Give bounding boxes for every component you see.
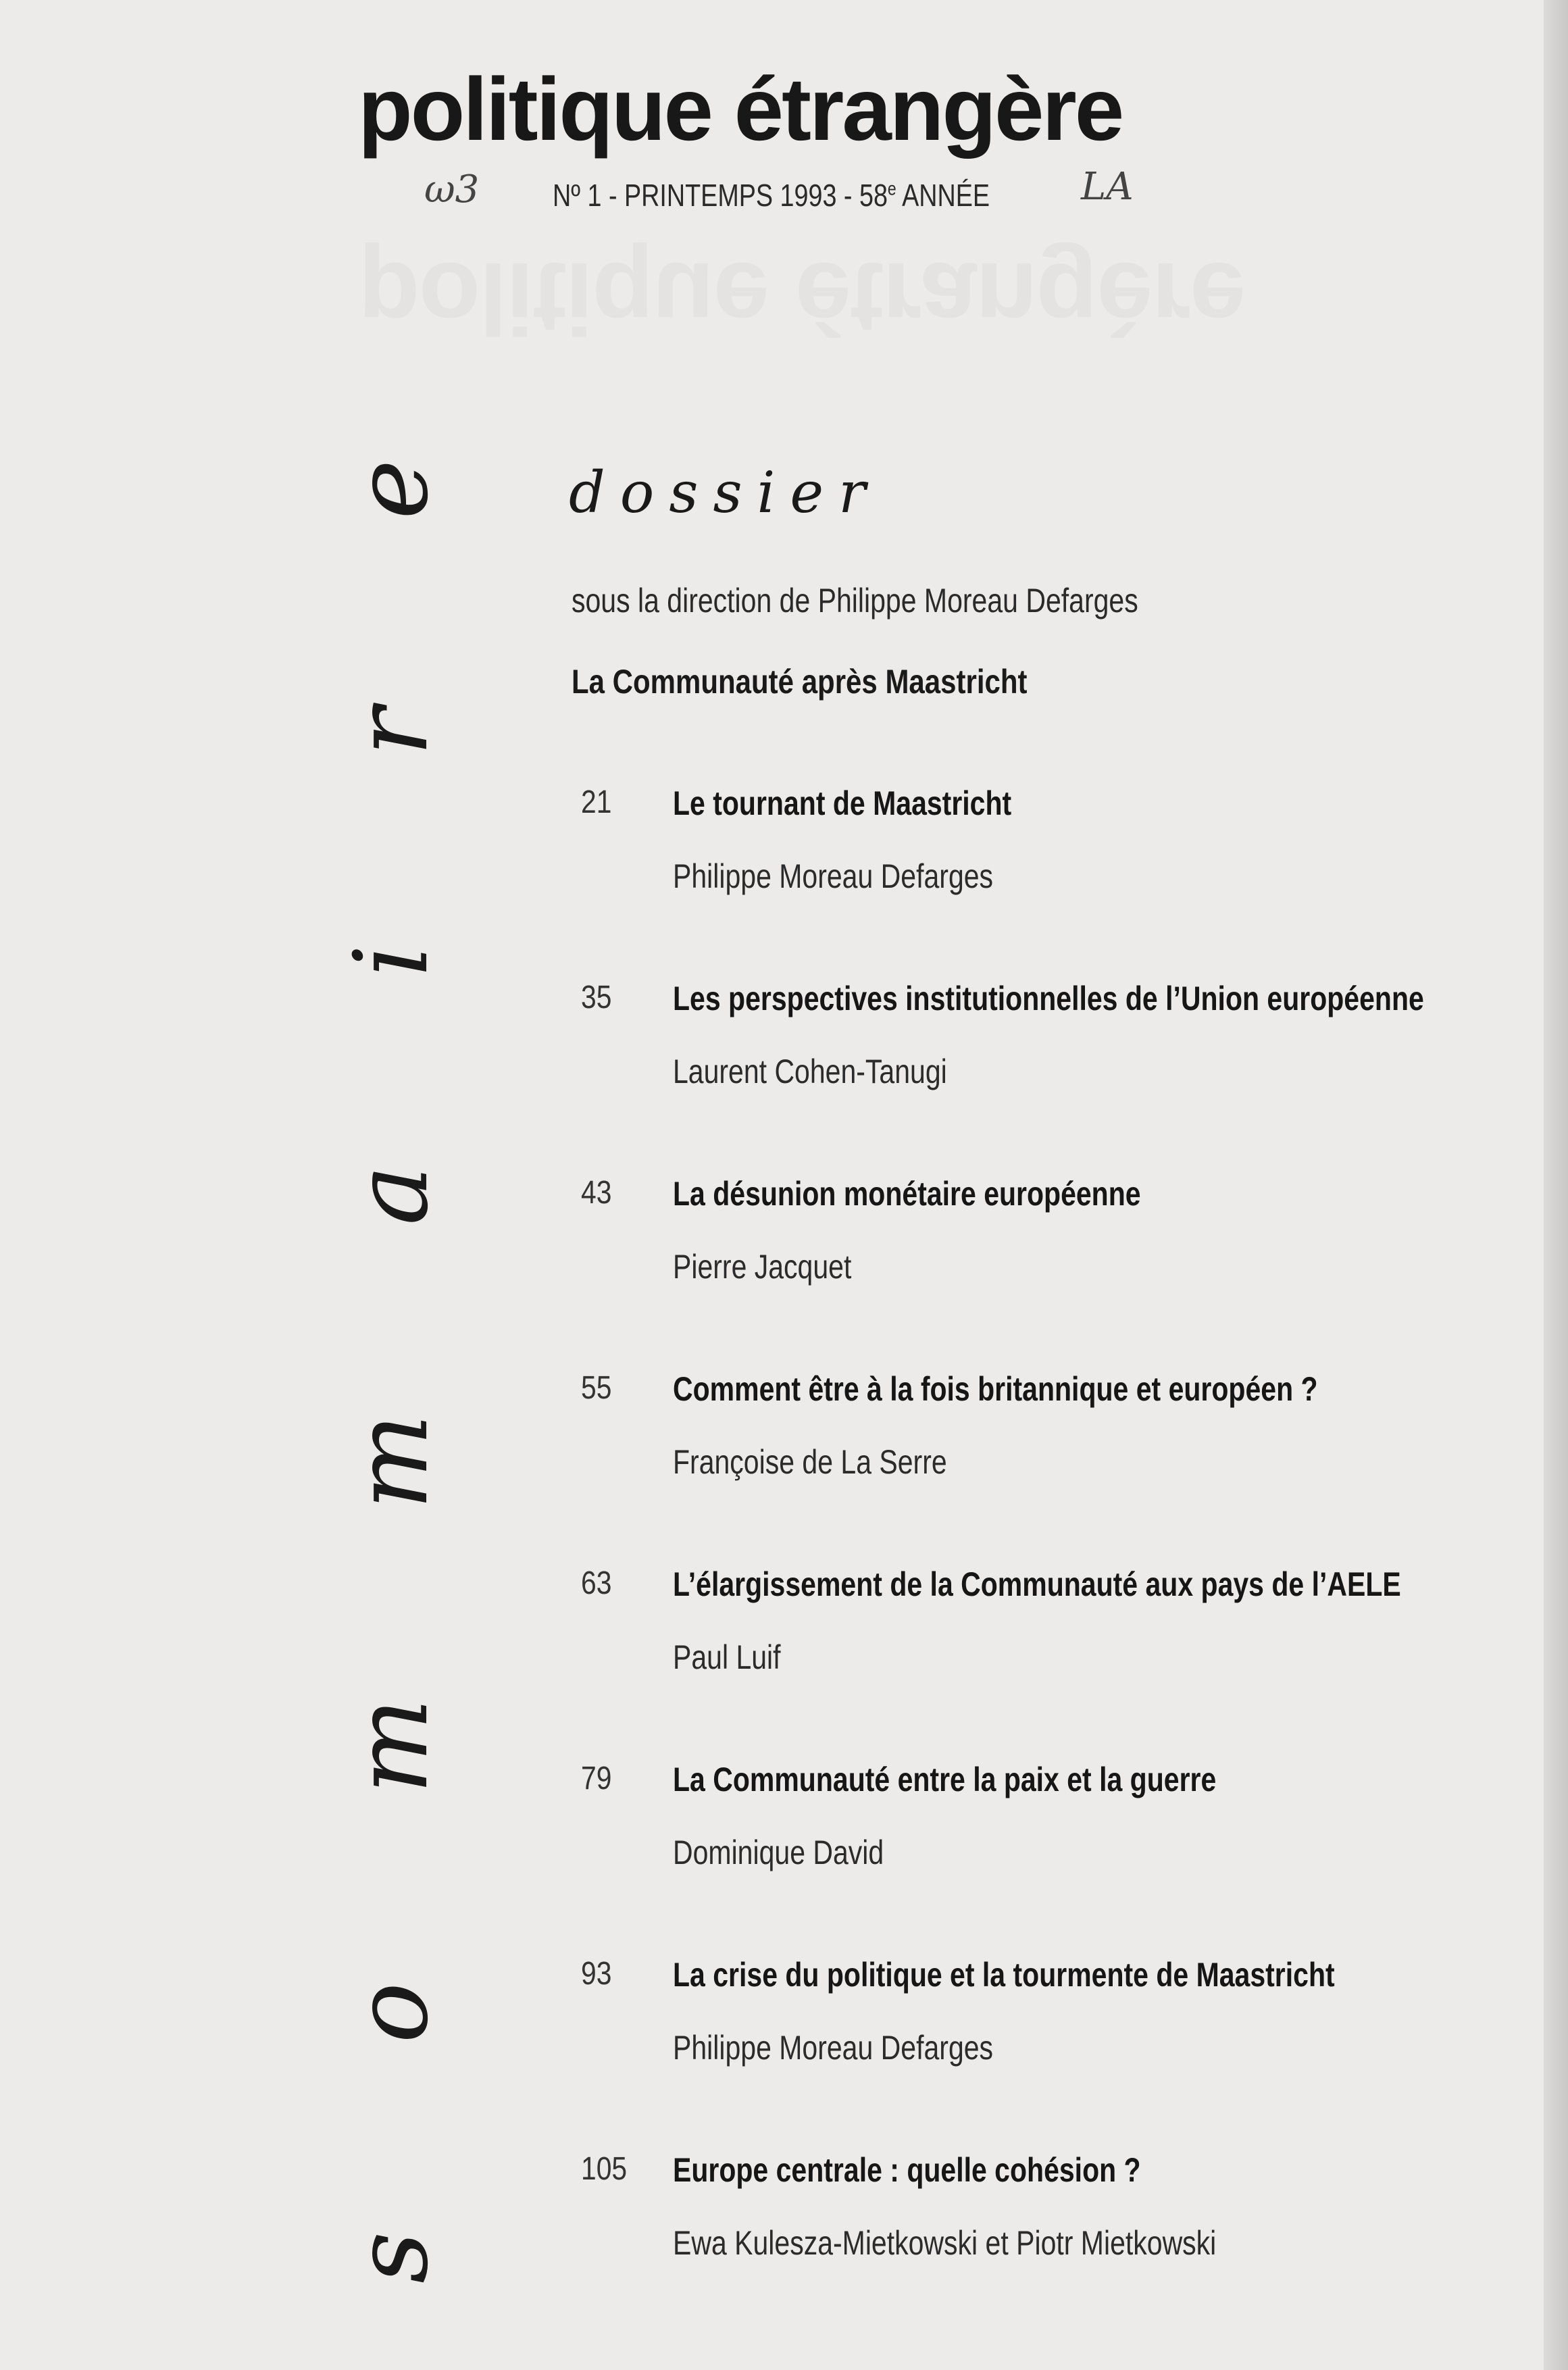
toc-entry[interactable] bbox=[581, 979, 1540, 1174]
toc-page-number: 43 bbox=[581, 1175, 612, 1211]
issue-suffix: ANNÉE bbox=[896, 178, 990, 213]
toc-page-number: 55 bbox=[581, 1370, 612, 1406]
toc-entry[interactable] bbox=[581, 1760, 1540, 1955]
toc-article-title: Comment être à la fois britannique et européen ? bbox=[673, 1370, 1318, 1408]
toc-page-number: 93 bbox=[581, 1956, 612, 1992]
toc-article-author: Philippe Moreau Defarges bbox=[673, 857, 994, 895]
toc-entry[interactable] bbox=[581, 1565, 1540, 1760]
toc-entry[interactable] bbox=[581, 1955, 1540, 2150]
toc-article-title: La Communauté entre la paix et la guerre bbox=[673, 1761, 1217, 1798]
toc-article-title: La crise du politique et la tourmente de Maastricht bbox=[673, 1956, 1335, 1994]
toc-entry[interactable] bbox=[581, 2150, 1540, 2346]
toc-article-title: L’élargissement de la Communauté aux pays de l’AELE bbox=[673, 1565, 1401, 1603]
toc-article-author: Pierre Jacquet bbox=[673, 1248, 852, 1286]
issue-sup: e bbox=[887, 178, 896, 199]
sommaire-letter: r bbox=[333, 707, 451, 757]
toc-article-author: Laurent Cohen-Tanugi bbox=[673, 1053, 947, 1090]
handwritten-note-right: LA bbox=[1081, 165, 1134, 209]
dossier-label: dossier bbox=[569, 459, 881, 526]
sommaire-letter: m bbox=[333, 1698, 451, 1794]
handwritten-note-left: ω3 bbox=[424, 168, 480, 211]
sommaire-letter: o bbox=[333, 1982, 451, 2044]
toc-page-number: 21 bbox=[581, 784, 612, 820]
toc-page-number: 79 bbox=[581, 1761, 612, 1796]
toc-article-title: Les perspectives institutionnelles de l’Union européenne bbox=[673, 980, 1424, 1017]
toc-page-number: 35 bbox=[581, 980, 612, 1015]
toc-page-number: 105 bbox=[581, 2151, 628, 2187]
toc-article-title: La désunion monétaire européenne bbox=[673, 1175, 1141, 1213]
toc-page-number: 63 bbox=[581, 1565, 612, 1601]
toc-article-author: Ewa Kulesza-Mietkowski et Piotr Mietkowski bbox=[673, 2224, 1217, 2262]
toc-article-author: Dominique David bbox=[673, 1834, 884, 1871]
dossier-title: La Communauté après Maastricht bbox=[572, 663, 1028, 701]
show-through-ghost: politique étrangère bbox=[358, 242, 1245, 355]
sommaire-letter: s bbox=[333, 2232, 451, 2284]
toc-entry[interactable] bbox=[581, 784, 1540, 979]
toc-article-title: Le tournant de Maastricht bbox=[673, 784, 1012, 822]
toc-article-title: Europe centrale : quelle cohésion ? bbox=[673, 2151, 1141, 2189]
toc-entry[interactable] bbox=[581, 1174, 1540, 1369]
sommaire-vertical bbox=[333, 459, 451, 2284]
sommaire-letter: a bbox=[333, 1165, 451, 1226]
table-of-contents bbox=[581, 784, 1540, 2346]
sommaire-letter: i bbox=[333, 944, 451, 977]
sommaire-letter: e bbox=[333, 459, 451, 520]
toc-article-author: Françoise de La Serre bbox=[673, 1443, 947, 1481]
page-edge bbox=[1544, 0, 1568, 2370]
toc-article-author: Paul Luif bbox=[673, 1638, 781, 1676]
issue-line bbox=[553, 177, 990, 213]
sommaire-letter: m bbox=[333, 1413, 451, 1510]
toc-article-author: Philippe Moreau Defarges bbox=[673, 2029, 994, 2067]
issue-prefix: Nº 1 - PRINTEMPS 1993 - 58 bbox=[553, 178, 888, 213]
dossier-direction: sous la direction de Philippe Moreau Defarges bbox=[572, 582, 1138, 620]
journal-title: politique étrangère bbox=[358, 59, 1123, 159]
toc-entry[interactable] bbox=[581, 1369, 1540, 1565]
